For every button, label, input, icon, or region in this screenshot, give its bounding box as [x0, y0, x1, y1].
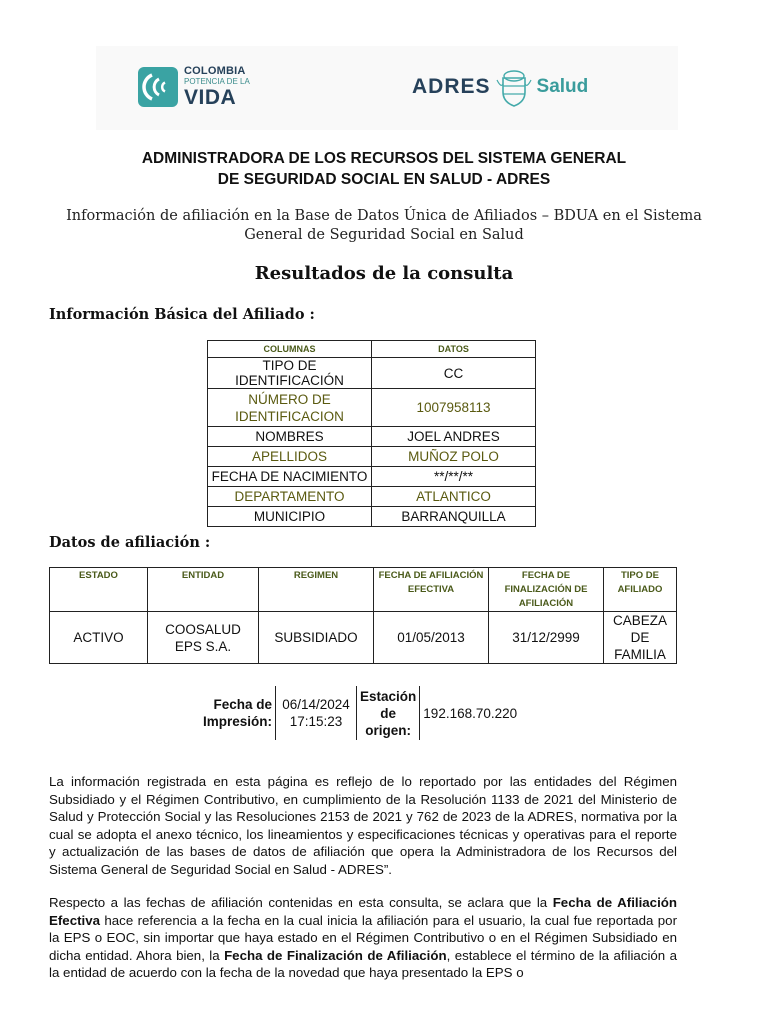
subtitle-line-1: Información de afiliación en la Base de Datos Única de Afiliados – BDUA en el Sistema: [66, 208, 702, 224]
row-label: APELLIDOS: [208, 447, 372, 467]
adres-logo-text: ADRES: [412, 75, 491, 98]
row-label: DEPARTAMENTO: [208, 487, 372, 507]
org-title-line-1: ADMINISTRADORA DE LOS RECURSOS DEL SISTEMA GENERAL: [141, 150, 627, 167]
column-header-estado: ESTADO: [50, 568, 148, 612]
column-header-columnas: COLUMNAS: [208, 341, 372, 358]
row-label: MUNICIPIO: [208, 507, 372, 527]
paragraph-2-bold-1: Fecha de Afiliación Efectiva: [49, 895, 678, 928]
print-date-label: Fecha de Impresión:: [203, 697, 273, 729]
cell-fecha-finalizacion: 31/12/2999: [489, 612, 604, 664]
table-row: [50, 612, 677, 664]
table-header-row: [50, 568, 677, 612]
column-header-datos: DATOS: [372, 341, 536, 358]
column-header-fecha-finalizacion: FECHA DE FINALIZACIÓN DE AFILIACIÓN: [489, 568, 604, 612]
print-info-table: [200, 686, 520, 740]
print-info-row: [200, 686, 520, 740]
row-value: MUÑOZ POLO: [372, 447, 536, 467]
station-value: 192.168.70.220: [420, 686, 520, 740]
paragraph-2-text-1: Respecto a las fechas de afiliación contenidas en esta consulta, se aclara que la: [49, 895, 553, 910]
organization-title: [0, 148, 768, 190]
affiliation-section-title: Datos de afiliación :: [49, 534, 211, 551]
table-row: [208, 427, 536, 447]
column-header-tipo-afiliado: TIPO DE AFILIADO: [604, 568, 677, 612]
subtitle-line-2: General de Seguridad Social en Salud: [244, 227, 524, 243]
disclaimer-paragraph-1: La información registrada en esta página es reflejo de lo reportado por las entidades del Régimen Subsidiado y el Régimen Contributivo, en cumplimiento de la Resolución 1133 de 2021 del Ministerio de Salud y Protección Social y las Resoluciones 2153 de 2021 y 762 de 2023 de la ADRES, normativa por la cual se adopta el anexo técnico, los lineamientos y especificaciones técnicas y operativas para el reporte y actualización de las bases de datos de afiliación que opera la Administradora de los Recursos del Sistema General de Seguridad Social en Salud - ADRES”.: [49, 774, 677, 877]
org-title-line-2: DE SEGURIDAD SOCIAL EN SALUD - ADRES: [217, 171, 551, 188]
station-label: Estación de origen:: [360, 688, 417, 738]
colombia-logo-line2: POTENCIA DE LA: [184, 77, 250, 86]
row-value: CC: [372, 358, 536, 389]
basic-info-section-title: Información Básica del Afiliado :: [49, 306, 315, 323]
column-header-regimen: REGIMEN: [259, 568, 374, 612]
cell-regimen: SUBSIDIADO: [259, 612, 374, 664]
table-header-row: [208, 341, 536, 358]
row-value: JOEL ANDRES: [372, 427, 536, 447]
results-title: Resultados de la consulta: [254, 263, 514, 284]
cell-entidad: COOSALUD EPS S.A.: [148, 612, 259, 664]
row-label: FECHA DE NACIMIENTO: [208, 467, 372, 487]
colombia-logo-line3: VIDA: [184, 86, 237, 109]
table-row: [208, 358, 536, 389]
row-value: BARRANQUILLA: [372, 507, 536, 527]
paragraph-2-text-3: , establece el término de la afiliación a la entidad de acuerdo con la fecha de la novedad que haya presentado la EPS o: [49, 947, 677, 981]
coat-of-arms-icon: [495, 66, 533, 108]
page-subtitle: [40, 207, 728, 245]
row-value: ATLANTICO: [372, 487, 536, 507]
cell-estado: ACTIVO: [50, 612, 148, 664]
cell-tipo-afiliado: CABEZA DE FAMILIA: [604, 612, 677, 664]
affiliation-table: [49, 567, 677, 664]
row-label: NÚMERO DE IDENTIFICACION: [208, 389, 372, 427]
paragraph-2-text-2: hace referencia a la fecha en la cual inicia la afiliación para el usuario, la cual fue reportada por la EPS o EOC, sin importar que haya estado en el Régimen Contributivo o en el Régimen Subsidiado en dicha entidad. Ahora bien, la: [49, 912, 677, 963]
disclaimer-paragraph-2: [49, 894, 677, 982]
print-date-value: 06/14/2024 17:15:23: [276, 686, 357, 740]
table-row: [208, 487, 536, 507]
row-label: NOMBRES: [208, 427, 372, 447]
table-row: [208, 507, 536, 527]
colombia-logo-line1: COLOMBIA: [184, 65, 246, 77]
adres-logo: [412, 66, 588, 108]
colombia-logo: [138, 66, 250, 108]
row-label: TIPO DE IDENTIFICACIÓN: [208, 358, 372, 389]
cell-fecha-afiliacion: 01/05/2013: [374, 612, 489, 664]
table-row: [208, 447, 536, 467]
colombia-wave-icon: [138, 67, 178, 107]
table-row: [208, 389, 536, 427]
salud-logo-text: Salud: [536, 76, 589, 97]
column-header-entidad: ENTIDAD: [148, 568, 259, 612]
table-row: [208, 467, 536, 487]
row-value: **/**/**: [372, 467, 536, 487]
paragraph-2-bold-2: Fecha de Finalización de Afiliación: [224, 947, 447, 963]
row-value: 1007958113: [372, 389, 536, 427]
column-header-fecha-afiliacion: FECHA DE AFILIACIÓN EFECTIVA: [374, 568, 489, 612]
basic-info-table: [207, 340, 536, 527]
